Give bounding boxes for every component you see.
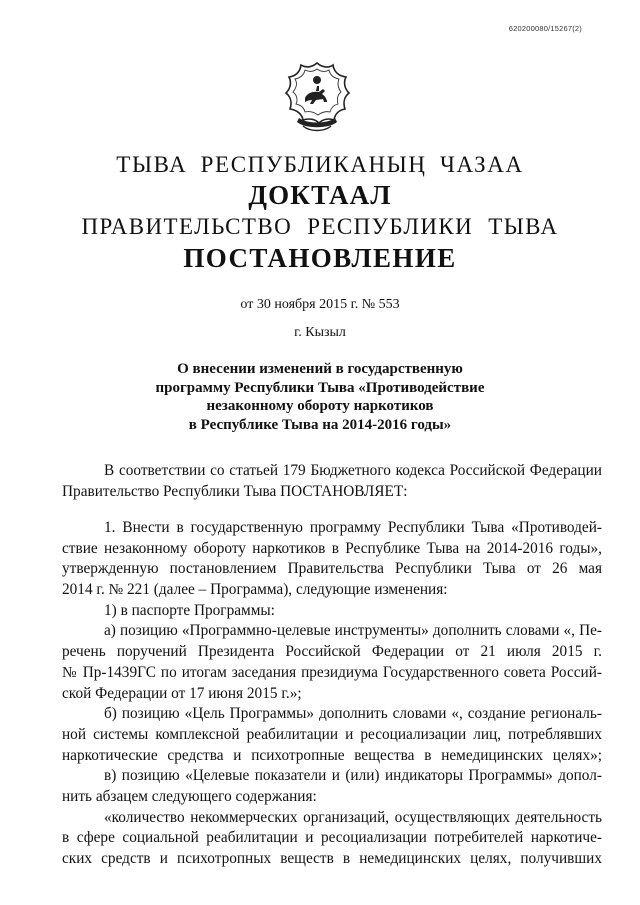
header-postanovlenie: ПОСТАНОВЛЕНИЕ — [183, 243, 457, 273]
body-line: нить абзацем следующего содержания: — [62, 787, 317, 805]
title-line: О внесении изменений в государственную — [177, 361, 463, 377]
body-line: 2014 г. № 221 (далее – Программа), следующие изменения: — [62, 581, 448, 599]
preamble-line: Правительство Республики Тыва ПОСТАНОВЛЯЕТ: — [62, 482, 408, 500]
resolution-body — [62, 518, 602, 870]
body-line: в) позицию «Целевые показатели и (или) индикаторы Программы» допол- — [104, 767, 602, 785]
body-line: а) позицию «Программно-целевые инструменты» дополнить словами «, Пе- — [104, 622, 602, 640]
header-doktaal: ДОКТААЛ — [248, 180, 392, 210]
body-line: речень поручений Президента Российской Федерации от 21 июля 2015 г. — [62, 643, 602, 661]
tuva-emblem-icon — [283, 60, 351, 136]
title-line: программу Республики Тыва «Противодействие — [155, 379, 485, 396]
body-line: в сфере социальной реабилитации и ресоциализации потребителей наркотиче- — [62, 829, 602, 847]
body-line: ских средств и психотропных веществ в немедицинских целях, получивших — [62, 850, 602, 867]
header-government: ПРАВИТЕЛЬСТВО РЕСПУБЛИКИ ТЫВА — [81, 214, 559, 239]
body-line: «количество некоммерческих организаций, осуществляющих деятельность — [104, 808, 602, 826]
title-line: в Республике Тыва на 2014-2016 годы» — [188, 416, 452, 433]
title-line: незаконному обороту наркотиков — [206, 398, 434, 414]
body-line: 1. Внести в государственную программу Республики Тыва «Противодей- — [104, 519, 602, 536]
resolution-title — [0, 360, 640, 434]
body-line: № Пр-1439ГС по итогам заседания президиума Государственного совета Россий- — [62, 663, 602, 681]
body-line: наркотические средства и психотропные вещества в немедицинских целях»; — [62, 746, 602, 764]
preamble-line: В соответствии со статьей 179 Бюджетного кодекса Российской Федерации — [104, 462, 602, 479]
document-number: 620200080/15267(2) — [508, 24, 582, 33]
body-line: утвержденную постановлением Правительства Республики Тыва от 26 мая — [62, 560, 602, 578]
header-tuvan: ТЫВА РЕСПУБЛИКАНЫҢ ЧАЗАА — [116, 152, 524, 177]
resolution-city: г. Кызыл — [294, 325, 346, 340]
body-line: ной системы комплексной реабилитации и ресоциализации лиц, потреблявших — [62, 725, 602, 743]
body-line: ствие незаконному обороту наркотиков в Республике Тыва на 2014-2016 годы», — [62, 539, 602, 557]
body-line: б) позицию «Цель Программы» дополнить словами «, создание региональ- — [104, 705, 602, 723]
body-line: 1) в паспорте Программы: — [104, 601, 275, 619]
preamble — [62, 461, 602, 502]
body-line: ской Федерации от 17 июня 2015 г.»; — [62, 684, 302, 702]
resolution-date: от 30 ноября 2015 г. № 553 — [240, 297, 400, 312]
